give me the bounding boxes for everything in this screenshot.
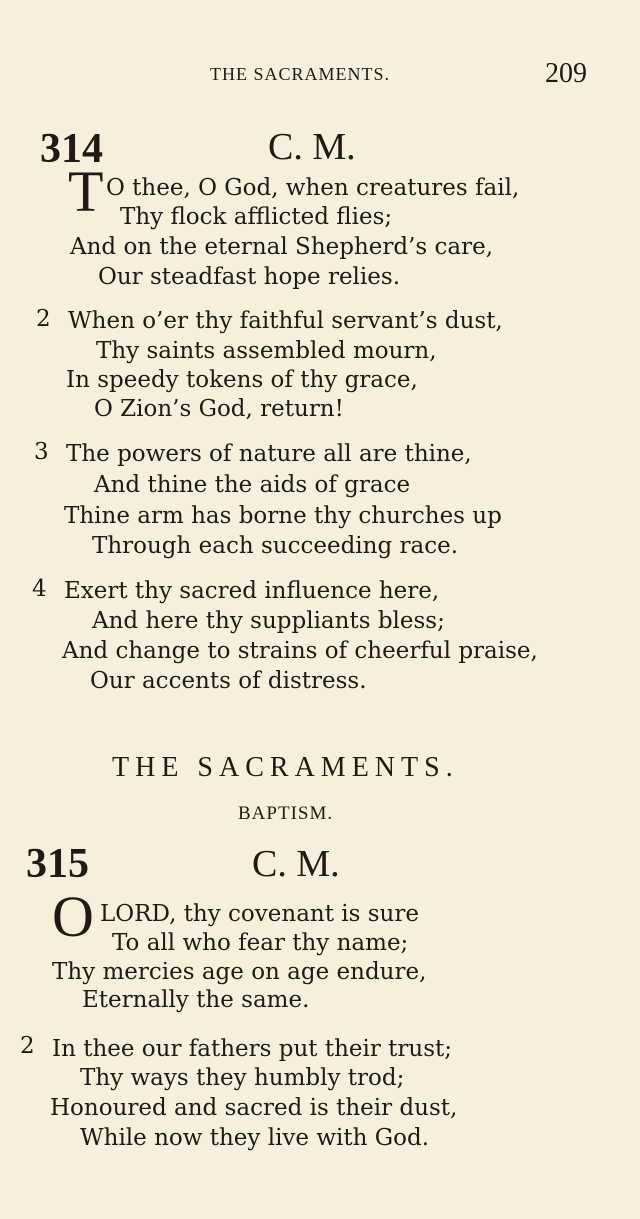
subsection-heading: BAPTISM. [238, 803, 334, 824]
hymn-315-s1-line-3: Thy mercies age on age endure, [52, 959, 427, 985]
hymn-number-314: 314 [40, 126, 103, 172]
hymn-315-s2-line-3: Honoured and sacred is their dust, [50, 1095, 458, 1121]
hymn-314-s2-line-3: In speedy tokens of thy grace, [66, 367, 418, 393]
hymn-315-s2-line-4: While now they live with God. [80, 1125, 430, 1151]
hymn-315-meter: C. M. [252, 843, 340, 885]
hymn-315-stanza-2-number: 2 [20, 1033, 35, 1059]
hymn-314-s3-line-2: And thine the aids of grace [94, 472, 411, 498]
hymn-314-s2-line-4: O Zion’s God, return! [94, 396, 344, 422]
hymn-314-stanza-2-number: 2 [36, 306, 51, 332]
hymn-number-315: 315 [26, 841, 89, 887]
hymn-315-line-1: LORD, thy covenant is sure [100, 901, 419, 927]
hymn-314-meter: C. M. [268, 126, 356, 168]
hymn-315-s1-line-4: Eternally the same. [82, 987, 310, 1013]
hymn-314-s2-line-2: Thy saints assembled mourn, [96, 338, 437, 364]
hymn-314-s1-line-2: Thy flock afflicted flies; [120, 204, 393, 230]
running-head: THE SACRAMENTS. [210, 64, 391, 84]
hymn-314-s2-line-1: When o’er thy faithful servant’s dust, [68, 308, 503, 334]
hymn-314-s4-line-3: And change to strains of cheerful praise, [62, 638, 538, 664]
hymn-314-s1-line-4: Our steadfast hope relies. [98, 264, 400, 290]
hymn-314-s3-line-3: Thine arm has borne thy churches up [64, 503, 502, 529]
hymn-315-drop-cap: O [52, 884, 94, 949]
hymn-314-s4-line-4: Our accents of distress. [90, 668, 367, 694]
hymn-314-s3-line-1: The powers of nature all are thine, [66, 441, 472, 467]
hymn-315-s2-line-1: In thee our fathers put their trust; [52, 1036, 453, 1062]
hymn-314-stanza-4-number: 4 [32, 576, 47, 602]
hymn-314-s4-line-2: And here thy suppliants bless; [92, 608, 445, 634]
hymn-314-s1-line-3: And on the eternal Shepherd’s care, [70, 234, 494, 260]
hymn-315-s1-line-2: To all who fear thy name; [112, 930, 409, 956]
hymn-314-line-1: O thee, O God, when creatures fail, [106, 175, 520, 201]
hymn-314-drop-cap: T [68, 159, 104, 224]
hymn-315-s2-line-2: Thy ways they humbly trod; [80, 1065, 405, 1091]
section-heading: THE SACRAMENTS. [112, 752, 459, 783]
hymn-314-stanza-3-number: 3 [34, 439, 49, 465]
hymn-314-s3-line-4: Through each succeeding race. [92, 533, 459, 559]
hymn-314-s4-line-1: Exert thy sacred influence here, [64, 578, 440, 604]
page-number: 209 [545, 58, 587, 89]
